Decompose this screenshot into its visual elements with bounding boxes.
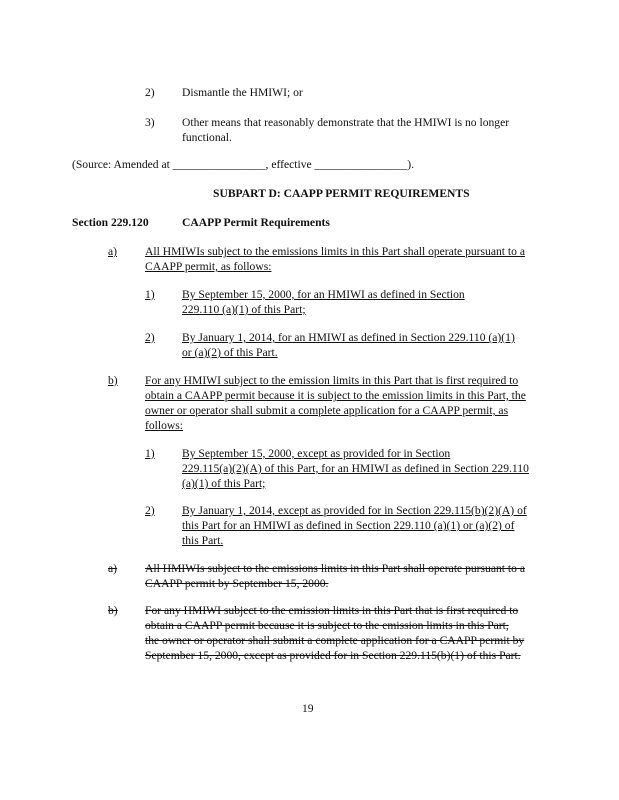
para-b-item-2-line-3: this Part. bbox=[182, 534, 224, 547]
struck-para-a-label: a) bbox=[108, 562, 118, 575]
intro-item-3-line-1: Other means that reasonably demonstrate that the HMIWI is no longer bbox=[182, 116, 510, 129]
para-a-label: a) bbox=[108, 245, 118, 258]
struck-para-b-line-4: September 15, 2000, except as provided for in Section 229.115(b)(1) of this Part. bbox=[145, 649, 521, 662]
para-a-item-1-line-1: By September 15, 2000, for an HMIWI as defined in Section bbox=[182, 288, 465, 301]
intro-item-2-text: Dismantle the HMIWI; or bbox=[182, 86, 303, 99]
para-b-item-2-line-1: By January 1, 2014, except as provided for in Section 229.115(b)(2)(A) of bbox=[182, 504, 527, 517]
section-title: CAAPP Permit Requirements bbox=[182, 216, 330, 229]
para-b-label: b) bbox=[108, 374, 118, 387]
para-b-item-1-line-2: 229.115(a)(2)(A) of this Part, for an HMIWI as defined in Section 229.110 bbox=[182, 462, 529, 475]
para-b-line-4: follows: bbox=[145, 419, 184, 432]
struck-para-b-line-1: For any HMIWI subject to the emission limits in this Part that is first required to bbox=[145, 604, 519, 617]
para-b-item-1-line-1: By September 15, 2000, except as provided for in Section bbox=[182, 447, 451, 460]
para-a-line-2: CAAPP permit, as follows: bbox=[145, 260, 272, 273]
para-a-item-1-number: 1) bbox=[145, 288, 155, 301]
page-number: 19 bbox=[302, 702, 314, 715]
para-a-item-2-line-2: or (a)(2) of this Part. bbox=[182, 346, 278, 359]
section-number: Section 229.120 bbox=[72, 216, 149, 229]
para-a-line-1: All HMIWIs subject to the emissions limits in this Part shall operate pursuant to a bbox=[145, 245, 525, 258]
subpart-heading: SUBPART D: CAAPP PERMIT REQUIREMENTS bbox=[213, 187, 470, 200]
struck-para-a-line-2: CAAPP permit by September 15, 2000. bbox=[145, 577, 329, 590]
intro-item-3-number: 3) bbox=[145, 116, 155, 129]
para-b-item-1-number: 1) bbox=[145, 447, 155, 460]
intro-item-2-number: 2) bbox=[145, 86, 155, 99]
para-b-item-2-number: 2) bbox=[145, 504, 155, 517]
source-note: (Source: Amended at ________________, effective ________________). bbox=[72, 158, 415, 171]
para-b-item-2-line-2: this Part for an HMIWI as defined in Section 229.110 (a)(1) or (a)(2) of bbox=[182, 519, 515, 532]
struck-para-b-line-2: obtain a CAAPP permit because it is subject to the emission limits in this Part, bbox=[145, 619, 509, 632]
para-a-item-2-number: 2) bbox=[145, 331, 155, 344]
struck-para-b-label: b) bbox=[108, 604, 118, 617]
intro-item-3-line-2: functional. bbox=[182, 131, 232, 144]
para-a-item-2-line-1: By January 1, 2014, for an HMIWI as defined in Section 229.110 (a)(1) bbox=[182, 331, 515, 344]
para-b-line-2: obtain a CAAPP permit because it is subject to the emission limits in this Part, the bbox=[145, 389, 526, 402]
para-b-line-3: owner or operator shall submit a complete application for a CAAPP permit, as bbox=[145, 404, 509, 417]
struck-para-b-line-3: the owner or operator shall submit a complete application for a CAAPP permit by bbox=[145, 634, 525, 647]
para-b-item-1-line-3: (a)(1) of this Part; bbox=[182, 477, 266, 490]
para-b-line-1: For any HMIWI subject to the emission limits in this Part that is first required to bbox=[145, 374, 519, 387]
para-a-item-1-line-2: 229.110 (a)(1) of this Part; bbox=[182, 303, 306, 316]
struck-para-a-line-1: All HMIWIs subject to the emissions limits in this Part shall operate pursuant to a bbox=[145, 562, 525, 575]
